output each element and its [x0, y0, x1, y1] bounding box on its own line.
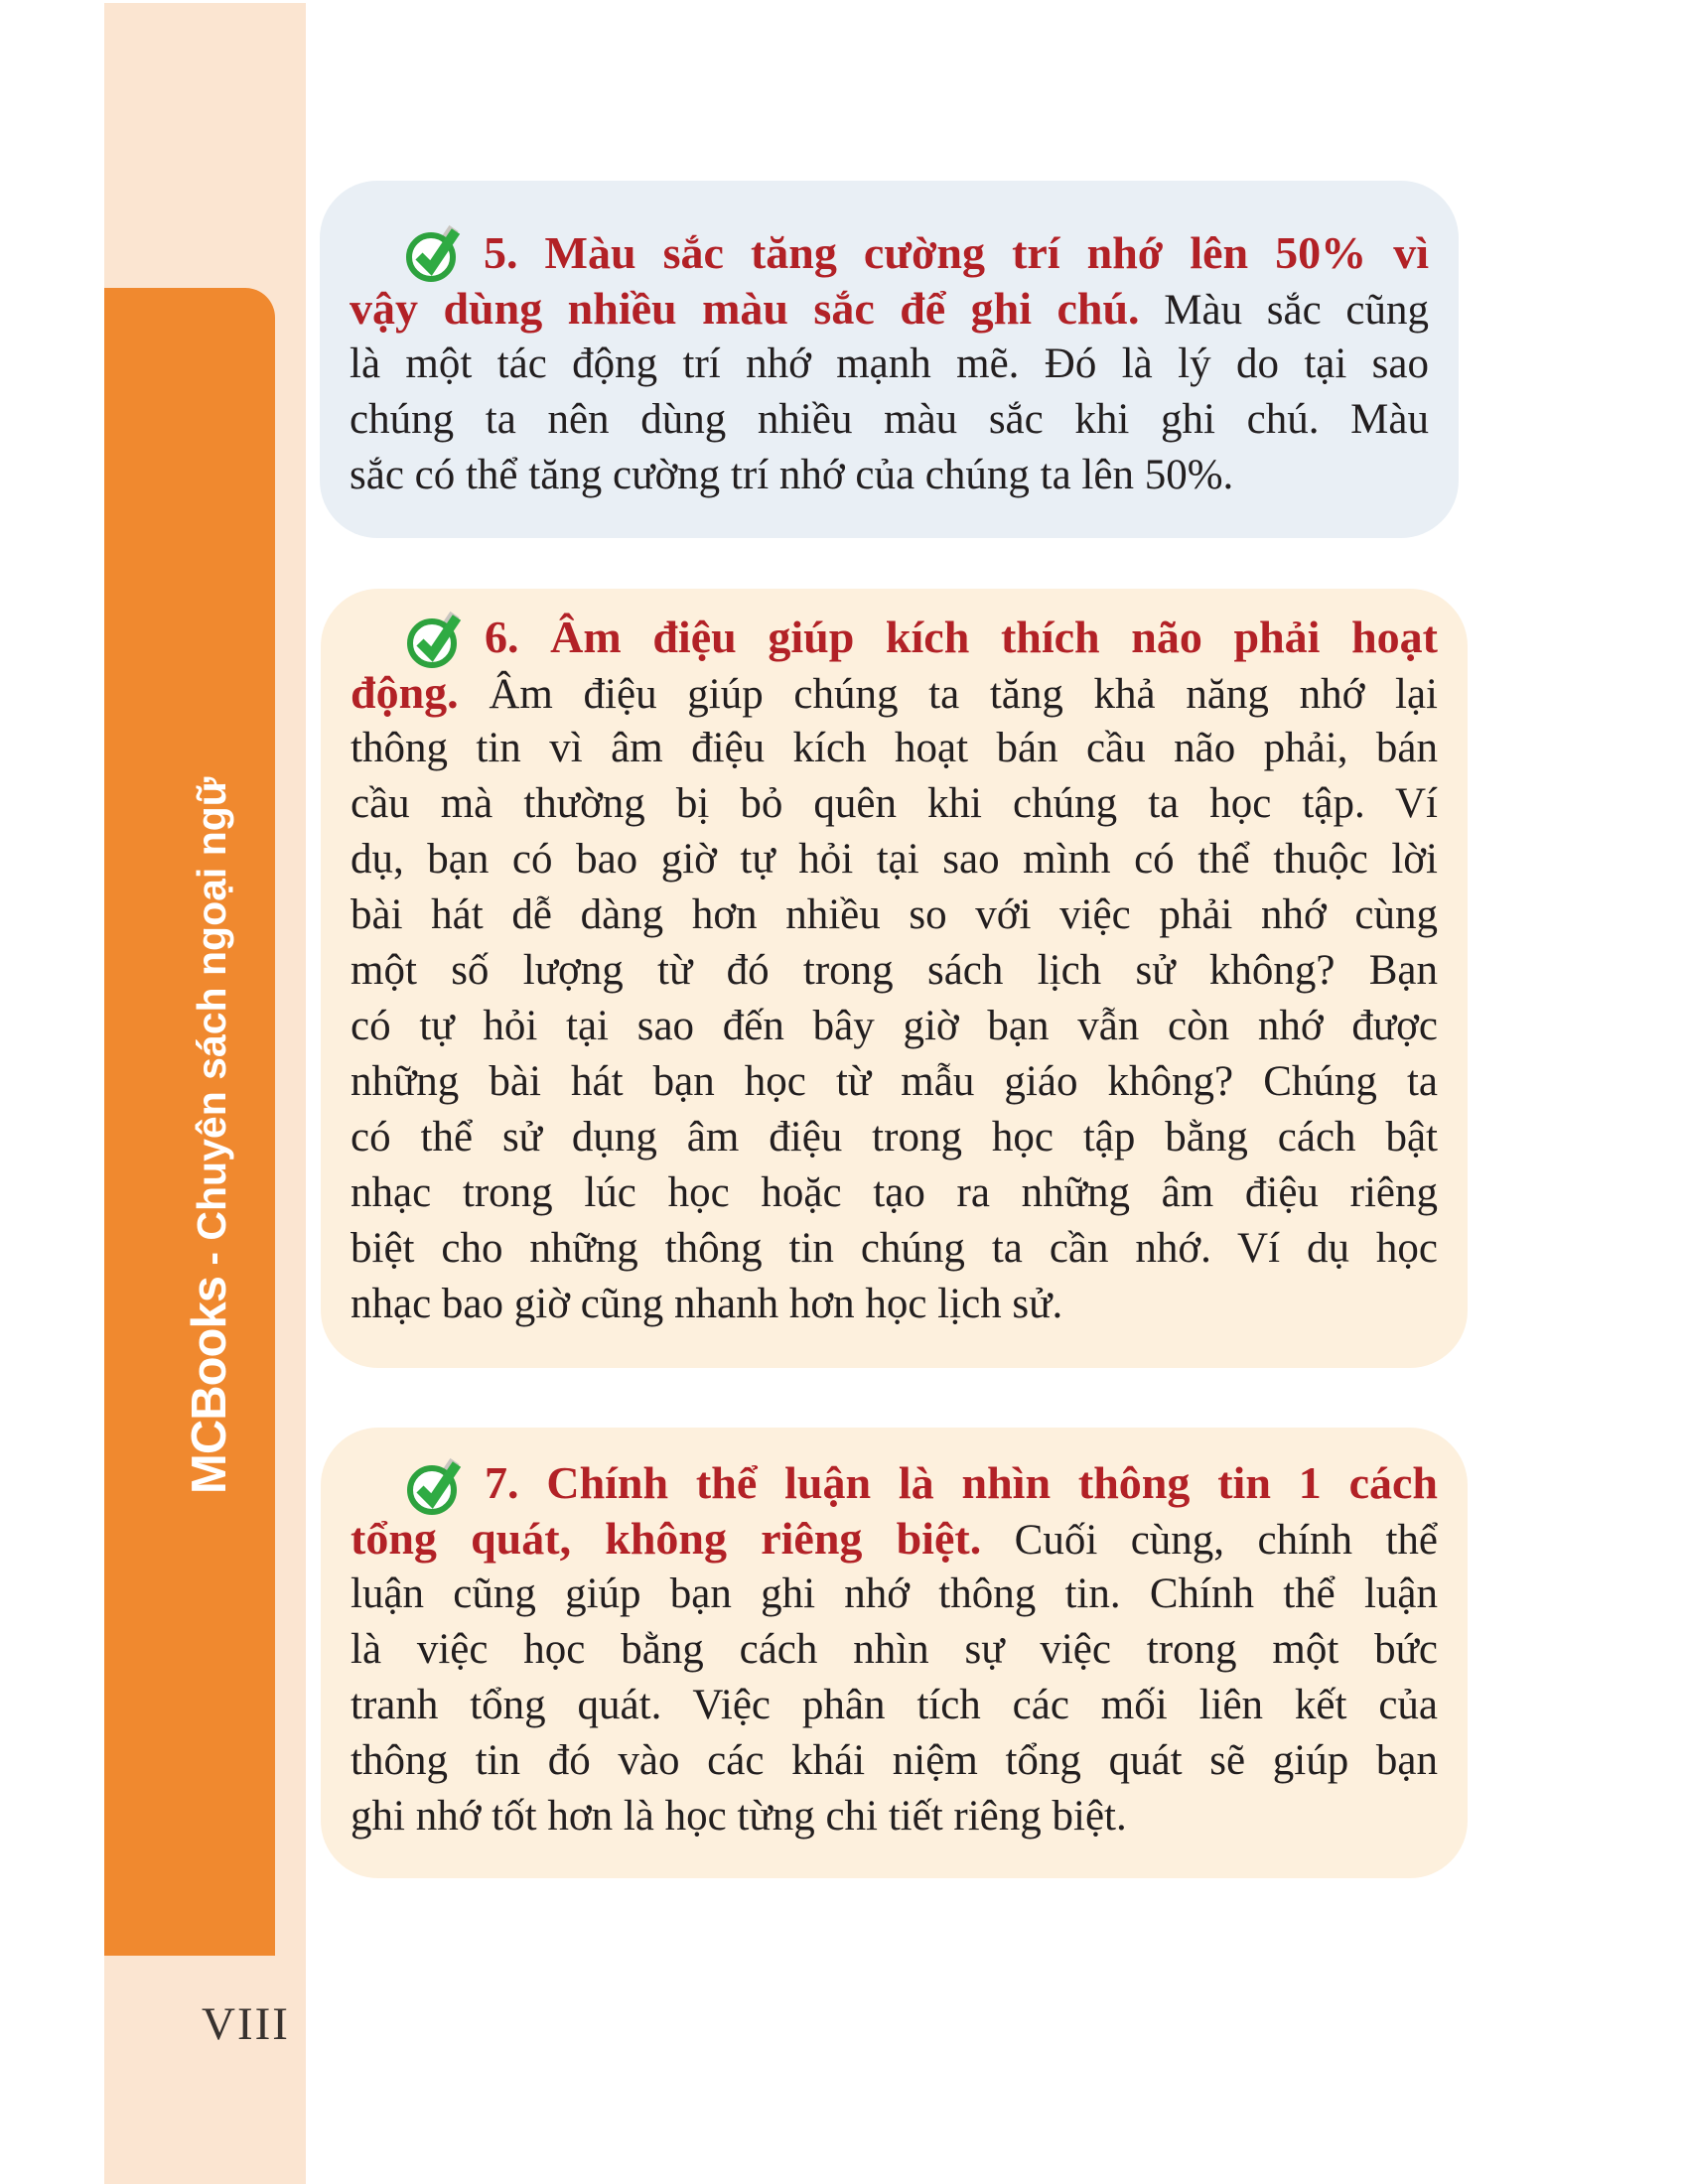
tip-body-segment: ghi nhớ tốt hơn là học từng chi tiết riêng biệt. [351, 1793, 1127, 1840]
tip-box-6 [321, 589, 1468, 1368]
tip-text-line [350, 392, 1429, 448]
sidebar-brand-bar [104, 288, 275, 1956]
tip-text-line [351, 1678, 1438, 1733]
tip-title-line [351, 610, 1438, 665]
tip-body-segment: dụ, bạn có bao giờ tự hỏi tại sao mình có thể thuộc lời [351, 836, 1438, 883]
tip-title-segment: 6. Âm điệu giúp kích thích não phải hoạt [485, 612, 1438, 662]
brand-vertical-text [180, 777, 251, 1494]
tip-text-line [351, 943, 1438, 999]
check-circle-icon [405, 1451, 467, 1517]
tip-body-segment: sắc có thể tăng cường trí nhớ của chúng ta lên 50%. [350, 452, 1234, 498]
tip-text-line [351, 1110, 1438, 1165]
tip-body-segment: luận cũng giúp bạn ghi nhớ thông tin. Chính thể luận [351, 1570, 1438, 1617]
tip-text-line [351, 665, 1438, 721]
tip-text-line [350, 448, 1429, 503]
tip-text-line [351, 721, 1438, 776]
tip-text-line [351, 1622, 1438, 1678]
tip-text-line [350, 281, 1429, 337]
tip-title-line [350, 225, 1429, 281]
tip-box-7 [321, 1428, 1468, 1878]
tip-text-line [351, 832, 1438, 887]
tip-box-5 [320, 181, 1459, 538]
brand-name: MCBooks [183, 1277, 236, 1494]
tip-body-segment: thông tin đó vào các khái niệm tổng quát sẽ giúp bạn [351, 1737, 1438, 1784]
tip-text-line [351, 1277, 1438, 1332]
brand-tagline: - Chuyên sách ngoại ngữ [189, 776, 234, 1278]
tip-text-line [351, 1733, 1438, 1789]
tip-body-segment: nhạc bao giờ cũng nhanh hơn học lịch sử. [351, 1281, 1063, 1327]
tip-body-segment: là việc học bằng cách nhìn sự việc trong một bức [351, 1626, 1438, 1673]
tip-body-segment: một số lượng từ đó trong sách lịch sử không? Bạn [351, 947, 1438, 994]
tip-body-segment: Cuối cùng, chính thể [981, 1517, 1438, 1564]
page-number: VIII [202, 1998, 290, 2050]
tip-body-segment: chúng ta nên dùng nhiều màu sắc khi ghi chú. Màu [350, 396, 1429, 443]
check-circle-icon [404, 218, 466, 284]
tip-box-5-text [350, 225, 1429, 503]
tip-title-segment: 5. Màu sắc tăng cường trí nhớ lên 50% vì [484, 227, 1429, 278]
tip-title-segment: vậy dùng nhiều màu sắc để ghi chú. [350, 283, 1140, 334]
tip-text-line [351, 1054, 1438, 1110]
tip-body-segment: Màu sắc cũng [1139, 287, 1429, 334]
tip-text-line [351, 887, 1438, 943]
tip-body-segment: Âm điệu giúp chúng ta tăng khả năng nhớ lại [458, 671, 1438, 718]
tip-text-line [351, 1221, 1438, 1277]
tip-body-segment: những bài hát bạn học từ mẫu giáo không? Chúng ta [351, 1058, 1438, 1105]
tip-body-segment: tranh tổng quát. Việc phân tích các mối liên kết của [351, 1682, 1438, 1728]
tip-body-segment: cầu mà thường bị bỏ quên khi chúng ta học tập. Ví [351, 780, 1438, 827]
tip-text-line [351, 1567, 1438, 1622]
tip-text-line [351, 999, 1438, 1054]
tip-body-segment: biệt cho những thông tin chúng ta cần nhớ. Ví dụ học [351, 1225, 1438, 1272]
tip-body-segment: nhạc trong lúc học hoặc tạo ra những âm điệu riêng [351, 1169, 1438, 1216]
tip-text-line [351, 776, 1438, 832]
tip-body-segment: là một tác động trí nhớ mạnh mẽ. Đó là lý do tại sao [350, 341, 1429, 387]
tip-body-segment: có thể sử dụng âm điệu trong học tập bằng cách bật [351, 1114, 1438, 1160]
tip-text-line [351, 1165, 1438, 1221]
tip-title-line [351, 1455, 1438, 1511]
tip-body-segment: có tự hỏi tại sao đến bây giờ bạn vẫn còn nhớ được [351, 1003, 1438, 1049]
tip-text-line [351, 1789, 1438, 1844]
tip-text-line [350, 337, 1429, 392]
tip-box-7-text [351, 1455, 1438, 1844]
tip-title-segment: 7. Chính thể luận là nhìn thông tin 1 cách [485, 1457, 1438, 1508]
check-circle-icon [405, 605, 467, 670]
tip-box-6-text [351, 610, 1438, 1332]
tip-body-segment: bài hát dễ dàng hơn nhiều so với việc phải nhớ cùng [351, 891, 1438, 938]
tip-text-line [351, 1511, 1438, 1567]
tip-body-segment: thông tin vì âm điệu kích hoạt bán cầu não phải, bán [351, 725, 1438, 771]
tip-title-segment: động. [351, 667, 459, 718]
tip-title-segment: tổng quát, không riêng biệt. [351, 1513, 982, 1564]
